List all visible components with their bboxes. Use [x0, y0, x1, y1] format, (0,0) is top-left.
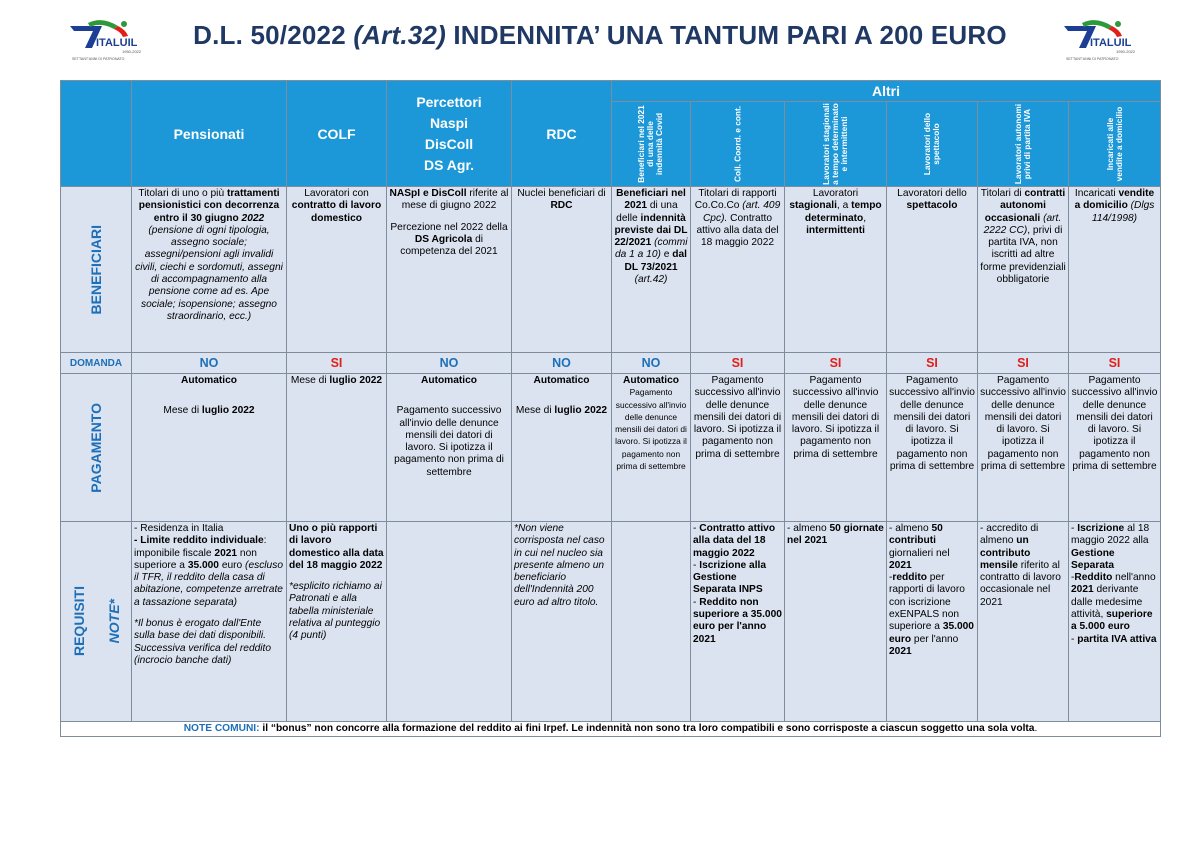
vertical-header-label: Lavoratori autonomi privi di partita IVA — [1012, 103, 1032, 185]
domanda-pensionati: NO — [132, 353, 287, 374]
row-label-text: PAGAMENTO — [88, 402, 104, 493]
italuil-logo-left — [68, 18, 162, 62]
vertical-header-label: Coll. Coord. e cont. — [731, 105, 742, 183]
requisiti-rdc: *Non viene corrisposta nel caso in cui nel nucleo sia presente almeno un beneficiario dell'Indennità 200 euro ad altro titolo. — [512, 522, 612, 722]
col-header-naspi-line: DS Agr. — [423, 156, 475, 173]
row-label-text: BENEFICIARI — [88, 224, 104, 315]
domanda-autonomi: SI — [978, 353, 1069, 374]
beneficiari-spettacolo: Lavoratori dello spettacolo — [887, 187, 978, 353]
requisiti-domicilio: - Iscrizione al 18 maggio 2022 alla Gestione Separata -Reddito nell'anno 2021 derivante dalle medesime attività, superiore a 5.000 euro - partita IVA attiva — [1069, 522, 1161, 722]
beneficiari-covid: Beneficiari nel 2021 di una delle indennità previste dai DL 22/2021 (commi da 1 a 10) e dal DL 73/2021 (art.42) — [612, 187, 691, 353]
col-header-covid — [612, 102, 691, 187]
vertical-header-label: Incaricati alle vendite a domicilio — [1104, 106, 1124, 182]
col-header-naspi-line: Naspi — [429, 114, 469, 131]
pagamento-autonomi: Pagamento successivo all'invio delle denunce mensili dei datori di lavoro. Si ipotizza il pagamento non prima di settembre — [978, 374, 1069, 522]
domanda-naspi: NO — [387, 353, 512, 374]
page-title: D.L. 50/2022 (Art.32) INDENNITA’ UNA TANTUM PARI A 200 EURO — [193, 20, 1007, 50]
pagamento-covid: Automatico Pagamento successivo all'invio delle denunce mensili dei datori di lavoro. Si ipotizza il pagamento non prima di settembre — [612, 374, 691, 522]
row-label-beneficiari — [61, 187, 132, 353]
beneficiari-colf: Lavoratori con contratto di lavoro domestico — [287, 187, 387, 353]
pagamento-colf: Mese di luglio 2022 — [287, 374, 387, 522]
beneficiari-domicilio: Incaricati vendite a domicilio (Dlgs 114/1998) — [1069, 187, 1161, 353]
pagamento-spettacolo: Pagamento successivo all'invio delle denunce mensili dei datori di lavoro. Si ipotizza il pagamento non prima di settembre — [887, 374, 978, 522]
domanda-spettacolo: SI — [887, 353, 978, 374]
domanda-colf: SI — [287, 353, 387, 374]
col-header-naspi — [387, 81, 512, 187]
svg-text:SETTANT'ANNI DI PATRONATO: SETTANT'ANNI DI PATRONATO — [1066, 57, 1119, 61]
indennita-table — [60, 80, 1161, 737]
pagamento-rdc: Automatico Mese di luglio 2022 — [512, 374, 612, 522]
row-note-comuni — [61, 722, 1161, 737]
header-row-1 — [61, 81, 1161, 102]
beneficiari-cococo: Titolari di rapporti Co.Co.Co (art. 409 Cpc). Contratto attivo alla data del 18 maggio 2022 — [691, 187, 785, 353]
svg-text:ITALUIL: ITALUIL — [1090, 37, 1132, 49]
row-pagamento — [61, 374, 1161, 522]
beneficiari-stagionali: Lavoratori stagionali, a tempo determinato, intermittenti — [785, 187, 887, 353]
italuil-logo-graphic — [68, 18, 162, 62]
requisiti-cococo: - Contratto attivo alla data del 18 maggio 2022 - Iscrizione alla Gestione Separata INPS - Reddito non superiore a 35.000 euro per l'anno 2021 — [691, 522, 785, 722]
domanda-rdc: NO — [512, 353, 612, 374]
pagamento-cococo: Pagamento successivo all'invio delle denunce mensili dei datori di lavoro. Si ipotizza il pagamento non prima di settembre — [691, 374, 785, 522]
beneficiari-autonomi: Titolari di contratti autonomi occasionali (art. 2222 CC), privi di partita IVA, non iscritti ad altre forme previdenziali obbligatorie — [978, 187, 1069, 353]
col-header-naspi-line: Percettori — [416, 93, 482, 110]
col-header-pensionati: Pensionati — [132, 81, 287, 187]
col-header-domicilio — [1069, 102, 1161, 187]
row-domanda — [61, 353, 1161, 374]
beneficiari-rdc: Nuclei beneficiari di RDC — [512, 187, 612, 353]
pagamento-stagionali: Pagamento successivo all'invio delle denunce mensili dei datori di lavoro. Si ipotizza il pagamento non prima di settembre — [785, 374, 887, 522]
row-label-pagamento — [61, 374, 132, 522]
corner-cell — [61, 81, 132, 187]
beneficiari-pensionati: Titolari di uno o più trattamenti pensionistici con decorrenza entro il 30 giugno 2022 (pensione di ogni tipologia, assegno sociale; assegni/pensioni agli invalidi civili, ciechi e sordomuti, assegni di accompagnamento alla pensione come ad es. Ape sociale; isopensione; assegno straordinario, ecc.) — [132, 187, 287, 353]
row-label-requisiti — [61, 522, 132, 722]
italuil-logo-graphic — [1062, 18, 1156, 62]
requisiti-covid — [612, 522, 691, 722]
row-label-note: NOTE* — [105, 599, 122, 644]
row-beneficiari — [61, 187, 1161, 353]
domanda-covid: NO — [612, 353, 691, 374]
pagamento-naspi: Automatico Pagamento successivo all'invio delle denunce mensili dei datori di lavoro. Si ipotizza il pagamento non prima di settembre — [387, 374, 512, 522]
page-header — [0, 0, 1200, 78]
domanda-domicilio: SI — [1069, 353, 1161, 374]
pagamento-pensionati: Automatico Mese di luglio 2022 — [132, 374, 287, 522]
col-header-stagionali — [785, 102, 887, 187]
col-header-autonomi — [978, 102, 1069, 187]
col-header-naspi-line: DisColl — [424, 135, 474, 152]
note-comuni: NOTE COMUNI: il “bonus” non concorre alla formazione del reddito ai fini Irpef. Le indennità non sono tra loro compatibili e sono corrisposte a ciascun soggetto una sola volta. — [61, 722, 1161, 737]
requisiti-spettacolo: - almeno 50 contributi giornalieri nel 2021 -reddito per rapporti di lavoro con iscrizione exENPALS non superiore a 35.000 euro per l'anno 2021 — [887, 522, 978, 722]
domanda-cococo: SI — [691, 353, 785, 374]
svg-text:SETTANT'ANNI DI PATRONATO: SETTANT'ANNI DI PATRONATO — [72, 57, 125, 61]
requisiti-colf: Uno o più rapporti di lavoro domestico alla data del 18 maggio 2022 *esplicito richiamo ai Patronati e alla tabella ministeriale relativa al punteggio (4 punti) — [287, 522, 387, 722]
vertical-header-label: Lavoratori stagionali a tempo determinato e intermittenti — [820, 103, 850, 185]
requisiti-naspi — [387, 522, 512, 722]
col-header-cococo — [691, 102, 785, 187]
vertical-header-label: Beneficiari nel 2021 di una delle indennità Covid — [636, 105, 665, 183]
requisiti-stagionali: - almeno 50 giornate nel 2021 — [785, 522, 887, 722]
svg-text:1950-2022: 1950-2022 — [1116, 49, 1136, 54]
vertical-header-label: Lavoratori dello spettacolo — [921, 112, 941, 176]
svg-text:1950-2022: 1950-2022 — [122, 49, 142, 54]
requisiti-pensionati: - Residenza in Italia - Limite reddito individuale: imponibile fiscale 2021 non superiore a 35.000 euro (escluso il TFR, il reddito della casa di abitazione, competenze arretrate a tassazione separata) *Il bonus è erogato dall'Ente sulla base dei dati disponibili. Successiva verifica del reddito (incrocio banche dati) — [132, 522, 287, 722]
row-requisiti — [61, 522, 1161, 722]
col-header-altri: Altri — [612, 81, 1161, 102]
italuil-logo-right — [1062, 18, 1156, 62]
col-header-rdc: RDC — [512, 81, 612, 187]
requisiti-autonomi: - accredito di almeno un contributo mensile riferito al contratto di lavoro occasionale nel 2021 — [978, 522, 1069, 722]
row-label-domanda: DOMANDA — [61, 353, 132, 374]
col-header-spettacolo — [887, 102, 978, 187]
row-label-text: REQUISITI — [70, 586, 87, 657]
pagamento-domicilio: Pagamento successivo all'invio delle denunce mensili dei datori di lavoro. Si ipotizza il pagamento non prima di settembre — [1069, 374, 1161, 522]
beneficiari-naspi: NASpI e DisColl riferite al mese di giugno 2022 Percezione nel 2022 della DS Agricola di competenza del 2021 — [387, 187, 512, 353]
col-header-colf: COLF — [287, 81, 387, 187]
svg-text:ITALUIL: ITALUIL — [96, 37, 138, 49]
domanda-stagionali: SI — [785, 353, 887, 374]
